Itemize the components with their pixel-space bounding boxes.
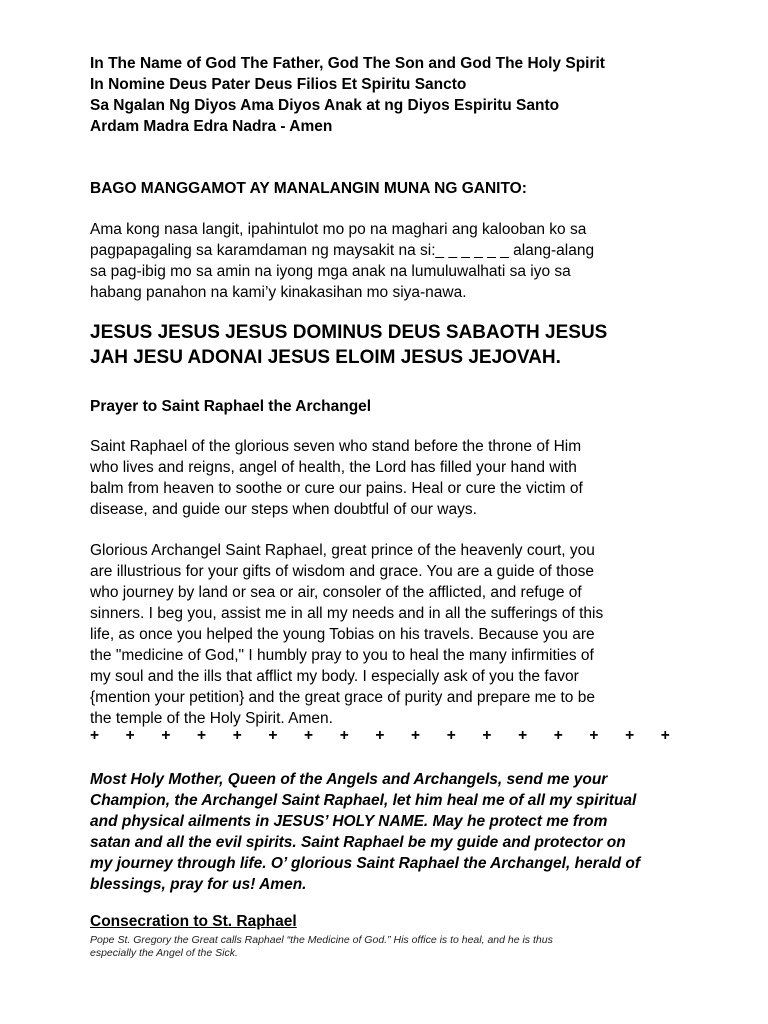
text-line: and physical ailments in JESUS’ HOLY NAME. May he protect me from — [90, 813, 608, 830]
text-line: habang panahon na kami’y kinakasihan mo siya-nawa. — [90, 284, 467, 301]
text-line: blessings, pray for us! Amen. — [90, 876, 307, 893]
cross-mark: + — [375, 727, 385, 744]
prayer-paragraph-1 — [90, 436, 690, 520]
cross-mark: + — [125, 727, 135, 744]
cross-mark: + — [304, 727, 314, 744]
cross-mark: + — [161, 727, 171, 744]
italic-prayer — [90, 769, 690, 895]
tagalog-heading: BAGO MANGGAMOT AY MANALANGIN MUNA NG GANITO: — [90, 180, 527, 197]
cross-mark: + — [482, 727, 492, 744]
text-line: satan and all the evil spirits. Saint Raphael be my guide and protector on — [90, 834, 626, 851]
cross-mark: + — [268, 727, 278, 744]
invocation-block — [90, 53, 690, 137]
text-line: sa pag-ibig mo sa amin na iyong mga anak na lumuluwalhati sa iyo sa — [90, 263, 571, 280]
note-line: Pope St. Gregory the Great calls Raphael “the Medicine of God.” His office is to heal, and he is thus — [90, 934, 553, 946]
text-line: Ama kong nasa langit, ipahintulot mo po na maghari ang kalooban ko sa — [90, 221, 587, 238]
cross-mark: + — [625, 727, 635, 744]
invocation-line: In The Name of God The Father, God The Son and God The Holy Spirit — [90, 55, 605, 72]
prayer-title: Prayer to Saint Raphael the Archangel — [90, 398, 372, 415]
text-line: the "medicine of God," I humbly pray to you to heal the many infirmities of — [90, 647, 594, 664]
tagalog-prayer — [90, 219, 690, 303]
text-line: Glorious Archangel Saint Raphael, great prince of the heavenly court, you — [90, 542, 595, 559]
text-line: balm from heaven to soothe or cure our pains. Heal or cure the victim of — [90, 480, 583, 497]
invocation-line: Ardam Madra Edra Nadra - Amen — [90, 118, 333, 135]
text-line: who journey by land or sea or air, consoler of the afflicted, and refuge of — [90, 584, 582, 601]
cross-mark: + — [339, 727, 349, 744]
prayer-paragraph-2 — [90, 540, 690, 729]
cross-mark: + — [553, 727, 563, 744]
cross-mark: + — [589, 727, 599, 744]
text-line: life, as once you helped the young Tobias on his travels. Because you are — [90, 626, 595, 643]
divine-names — [90, 320, 690, 370]
divine-names-line: JAH JESU ADONAI JESUS ELOIM JESUS JEJOVAH. — [90, 347, 561, 368]
text-line: the temple of the Holy Spirit. Amen. — [90, 710, 333, 727]
cross-mark: + — [90, 727, 100, 744]
text-line: my journey through life. O’ glorious Saint Raphael the Archangel, herald of — [90, 855, 641, 872]
text-line: disease, and guide our steps when doubtful of our ways. — [90, 501, 477, 518]
text-line: are illustrious for your gifts of wisdom and grace. You are a guide of those — [90, 563, 595, 580]
text-line: sinners. I beg you, assist me in all my needs and in all the sufferings of this — [90, 605, 604, 622]
divine-names-line: JESUS JESUS JESUS DOMINUS DEUS SABAOTH JESUS — [90, 322, 608, 343]
cross-mark: + — [197, 727, 207, 744]
invocation-line: In Nomine Deus Pater Deus Filios Et Spiritu Sancto — [90, 76, 467, 93]
consecration-title: Consecration to St. Raphael — [90, 913, 297, 930]
text-line: Most Holy Mother, Queen of the Angels and Archangels, send me your — [90, 771, 608, 788]
text-line: Saint Raphael of the glorious seven who stand before the throne of Him — [90, 438, 582, 455]
text-line: {mention your petition} and the great grace of purity and prepare me to be — [90, 689, 595, 706]
cross-mark: + — [660, 727, 670, 744]
text-line: who lives and reigns, angel of health, the Lord has filled your hand with — [90, 459, 577, 476]
cross-mark: + — [446, 727, 456, 744]
cross-divider — [90, 727, 670, 745]
text-line: my soul and the ills that afflict my body. I especially ask of you the favor — [90, 668, 579, 685]
cross-mark: + — [411, 727, 421, 744]
note-line: especially the Angel of the Sick. — [90, 947, 238, 959]
cross-mark: + — [232, 727, 242, 744]
text-line: Champion, the Archangel Saint Raphael, let him heal me of all my spiritual — [90, 792, 637, 809]
consecration-note — [90, 934, 690, 960]
cross-mark: + — [518, 727, 528, 744]
text-line: pagpapagaling sa karamdaman ng maysakit na si:_ _ _ _ _ _ alang-alang — [90, 242, 595, 259]
invocation-line: Sa Ngalan Ng Diyos Ama Diyos Anak at ng Diyos Espiritu Santo — [90, 97, 560, 114]
